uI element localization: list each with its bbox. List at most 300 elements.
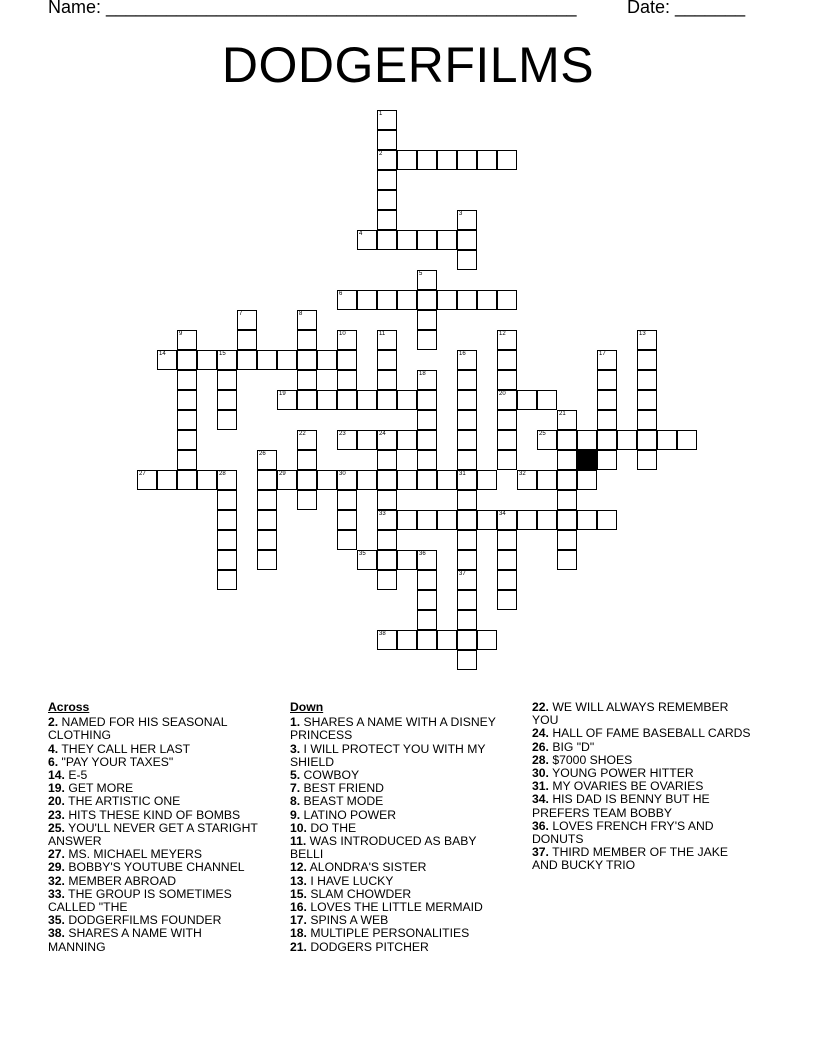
clue-item (48, 888, 258, 914)
grid-cell[interactable] (577, 510, 597, 530)
clue-item (532, 701, 752, 727)
clue-number: 1 (379, 111, 383, 117)
grid-cell[interactable] (377, 110, 397, 130)
grid-cell[interactable] (297, 470, 317, 490)
grid-cell[interactable] (457, 630, 477, 650)
clue-item-number: 4. (48, 741, 59, 756)
grid-cell[interactable] (417, 330, 437, 350)
clue-item-text: THIRD MEMBER OF THE JAKE AND BUCKY TRIO (532, 845, 728, 873)
grid-cell[interactable] (377, 330, 397, 350)
grid-cell[interactable] (477, 630, 497, 650)
clue-item-text: GET MORE (64, 781, 134, 796)
blocked-cell (577, 450, 597, 470)
grid-cell[interactable] (377, 630, 397, 650)
clue-item-number: 20. (48, 794, 65, 809)
across-clue-list (48, 716, 258, 954)
clue-item-text: WE WILL ALWAYS REMEMBER YOU (532, 700, 729, 728)
grid-cell[interactable] (457, 350, 477, 370)
grid-cell[interactable] (397, 390, 417, 410)
grid-cell[interactable] (497, 410, 517, 430)
grid-cell[interactable] (277, 470, 297, 490)
grid-cell[interactable] (377, 170, 397, 190)
grid-cell[interactable] (637, 370, 657, 390)
grid-cell[interactable] (637, 390, 657, 410)
clue-item-text: BEST FRIEND (300, 781, 384, 796)
grid-cell[interactable] (157, 470, 177, 490)
grid-cell[interactable] (177, 410, 197, 430)
grid-cell[interactable] (377, 390, 397, 410)
grid-cell[interactable] (177, 430, 197, 450)
grid-cell[interactable] (417, 410, 437, 430)
grid-cell[interactable] (397, 230, 417, 250)
grid-cell[interactable] (357, 430, 377, 450)
clue-item-text: "PAY YOUR TAXES" (58, 754, 174, 769)
grid-cell[interactable] (557, 430, 577, 450)
grid-cell[interactable] (457, 570, 477, 590)
grid-cell[interactable] (257, 550, 277, 570)
clue-number: 30 (339, 471, 346, 477)
grid-cell[interactable] (477, 290, 497, 310)
grid-cell[interactable] (597, 510, 617, 530)
grid-cell[interactable] (417, 270, 437, 290)
grid-cell[interactable] (637, 330, 657, 350)
grid-cell[interactable] (497, 350, 517, 370)
grid-cell[interactable] (497, 150, 517, 170)
grid-cell[interactable] (597, 430, 617, 450)
grid-cell[interactable] (397, 290, 417, 310)
grid-cell[interactable] (237, 330, 257, 350)
grid-cell[interactable] (537, 510, 557, 530)
grid-cell[interactable] (137, 470, 157, 490)
clue-item-text: SHARES A NAME WITH A DISNEY PRINCESS (290, 715, 496, 743)
grid-cell[interactable] (297, 370, 317, 390)
grid-cell[interactable] (417, 630, 437, 650)
grid-cell[interactable] (557, 410, 577, 430)
grid-cell[interactable] (297, 490, 317, 510)
grid-cell[interactable] (517, 390, 537, 410)
grid-cell[interactable] (417, 470, 437, 490)
clue-number: 38 (379, 631, 386, 637)
grid-cell[interactable] (437, 150, 457, 170)
clue-item-number: 7. (290, 781, 301, 796)
grid-cell[interactable] (337, 530, 357, 550)
grid-cell[interactable] (577, 470, 597, 490)
grid-cell[interactable] (217, 550, 237, 570)
grid-cell[interactable] (517, 470, 537, 490)
clue-item-number: 21. (290, 939, 307, 954)
grid-cell[interactable] (397, 510, 417, 530)
grid-cell[interactable] (457, 390, 477, 410)
clue-item-text: MEMBER ABROAD (64, 873, 177, 888)
grid-cell[interactable] (377, 530, 397, 550)
grid-cell[interactable] (457, 490, 477, 510)
grid-cell[interactable] (497, 430, 517, 450)
grid-cell[interactable] (417, 570, 437, 590)
clue-item-number: 6. (48, 754, 59, 769)
clue-item-text: BIG "D" (548, 739, 595, 754)
grid-cell[interactable] (457, 370, 477, 390)
clue-item-text: I WILL PROTECT YOU WITH MY SHIELD (290, 741, 486, 769)
grid-cell[interactable] (537, 430, 557, 450)
page-title: DODGERFILMS (221, 37, 595, 93)
grid-cell[interactable] (257, 470, 277, 490)
grid-cell[interactable] (297, 350, 317, 370)
grid-cell[interactable] (657, 430, 677, 450)
clue-item (532, 793, 752, 819)
clue-item-text: COWBOY (300, 768, 360, 783)
clue-item (532, 820, 752, 846)
grid-cell[interactable] (357, 470, 377, 490)
grid-cell[interactable] (257, 350, 277, 370)
grid-cell[interactable] (377, 230, 397, 250)
clue-item-text: LATINO POWER (300, 807, 397, 822)
grid-cell[interactable] (337, 330, 357, 350)
grid-cell[interactable] (377, 190, 397, 210)
clue-item-text: MS. MICHAEL MEYERS (64, 847, 202, 862)
grid-cell[interactable] (297, 390, 317, 410)
clue-number: 17 (599, 351, 606, 357)
grid-cell[interactable] (197, 470, 217, 490)
grid-cell[interactable] (497, 570, 517, 590)
clue-item-number: 38. (48, 926, 65, 941)
clue-item-text: THEY CALL HER LAST (58, 741, 191, 756)
clue-item-number: 8. (290, 794, 301, 809)
grid-cell[interactable] (317, 350, 337, 370)
grid-cell[interactable] (317, 390, 337, 410)
grid-cell[interactable] (177, 450, 197, 470)
clue-item-number: 9. (290, 807, 301, 822)
down-clues-continued (532, 701, 752, 873)
grid-cell[interactable] (577, 430, 597, 450)
grid-cell[interactable] (377, 450, 397, 470)
grid-cell[interactable] (437, 630, 457, 650)
clue-number: 3 (459, 211, 463, 217)
grid-cell[interactable] (637, 430, 657, 450)
grid-cell[interactable] (337, 390, 357, 410)
grid-cell[interactable] (217, 370, 237, 390)
grid-cell[interactable] (217, 470, 237, 490)
grid-cell[interactable] (417, 610, 437, 630)
grid-cell[interactable] (357, 230, 377, 250)
grid-cell[interactable] (417, 550, 437, 570)
grid-cell[interactable] (177, 330, 197, 350)
grid-cell[interactable] (377, 430, 397, 450)
grid-cell[interactable] (417, 230, 437, 250)
grid-cell[interactable] (417, 150, 437, 170)
clue-number: 26 (259, 451, 266, 457)
grid-cell[interactable] (517, 510, 537, 530)
grid-cell[interactable] (437, 470, 457, 490)
clue-item (532, 846, 752, 872)
grid-cell[interactable] (617, 430, 637, 450)
clue-number: 37 (459, 571, 466, 577)
grid-cell[interactable] (157, 350, 177, 370)
clue-item-text: HITS THESE KIND OF BOMBS (64, 807, 241, 822)
clue-item-text: HIS DAD IS BENNY BUT HE PREFERS TEAM BOBBY (532, 792, 710, 820)
clue-item-text: LOVES FRENCH FRY'S AND DONUTS (532, 818, 714, 847)
grid-cell[interactable] (257, 450, 277, 470)
grid-cell[interactable] (417, 430, 437, 450)
clue-number: 25 (539, 431, 546, 437)
grid-cell[interactable] (337, 350, 357, 370)
clue-item-number: 27. (48, 847, 65, 862)
grid-cell[interactable] (217, 410, 237, 430)
grid-cell[interactable] (237, 310, 257, 330)
grid-cell[interactable] (457, 530, 477, 550)
grid-cell[interactable] (457, 550, 477, 570)
grid-cell[interactable] (277, 350, 297, 370)
grid-cell[interactable] (177, 390, 197, 410)
clue-number: 31 (459, 471, 466, 477)
grid-cell[interactable] (337, 290, 357, 310)
grid-cell[interactable] (337, 370, 357, 390)
clue-number: 18 (419, 371, 426, 377)
grid-cell[interactable] (417, 310, 437, 330)
grid-cell[interactable] (497, 370, 517, 390)
clue-item-text: WAS INTRODUCED AS BABY BELLI (290, 834, 477, 862)
grid-cell[interactable] (557, 550, 577, 570)
down-clue-list-continued (532, 701, 752, 873)
grid-cell[interactable] (217, 530, 237, 550)
grid-cell[interactable] (297, 310, 317, 330)
clue-number: 21 (559, 411, 566, 417)
grid-cell[interactable] (457, 210, 477, 230)
clue-number: 5 (419, 271, 423, 277)
across-clues (48, 701, 258, 954)
grid-cell[interactable] (497, 390, 517, 410)
grid-cell[interactable] (457, 610, 477, 630)
clue-item-number: 37. (532, 845, 549, 860)
clue-item (290, 743, 510, 769)
grid-cell[interactable] (597, 370, 617, 390)
grid-cell[interactable] (417, 590, 437, 610)
grid-cell[interactable] (257, 530, 277, 550)
clue-item-number: 32. (48, 873, 65, 888)
grid-cell[interactable] (557, 470, 577, 490)
clue-item-number: 18. (290, 926, 307, 941)
grid-cell[interactable] (457, 150, 477, 170)
clue-item-text: NAMED FOR HIS SEASONAL CLOTHING (48, 715, 228, 743)
grid-cell[interactable] (377, 490, 397, 510)
grid-cell[interactable] (217, 390, 237, 410)
clue-number: 8 (299, 311, 303, 317)
clue-item-text: $7000 SHOES (548, 752, 633, 767)
grid-cell[interactable] (497, 330, 517, 350)
clue-item (48, 822, 258, 848)
clue-number: 2 (379, 151, 383, 157)
grid-cell[interactable] (417, 450, 437, 470)
grid-cell[interactable] (177, 470, 197, 490)
grid-cell[interactable] (177, 350, 197, 370)
clue-item-number: 11. (290, 834, 307, 849)
grid-cell[interactable] (357, 390, 377, 410)
grid-cell[interactable] (637, 410, 657, 430)
grid-cell[interactable] (457, 510, 477, 530)
grid-cell[interactable] (457, 590, 477, 610)
grid-cell[interactable] (297, 330, 317, 350)
down-clues (290, 701, 510, 954)
clue-item-number: 28. (532, 752, 549, 767)
clue-item-text: YOU'LL NEVER GET A STARIGHT ANSWER (48, 820, 258, 849)
grid-cell[interactable] (457, 450, 477, 470)
grid-cell[interactable] (497, 450, 517, 470)
clue-item-number: 26. (532, 739, 549, 754)
clue-number: 10 (339, 331, 346, 337)
grid-cell[interactable] (417, 290, 437, 310)
grid-cell[interactable] (337, 490, 357, 510)
grid-cell[interactable] (357, 550, 377, 570)
grid-cell[interactable] (557, 530, 577, 550)
grid-cell[interactable] (417, 390, 437, 410)
clue-number: 24 (379, 431, 386, 437)
grid-cell[interactable] (357, 290, 377, 310)
clue-item-text: SPINS A WEB (306, 913, 389, 928)
clue-item-number: 13. (290, 873, 307, 888)
clue-number: 15 (219, 351, 226, 357)
grid-cell[interactable] (537, 390, 557, 410)
grid-cell[interactable] (597, 390, 617, 410)
clue-number: 16 (459, 351, 466, 357)
grid-cell[interactable] (457, 430, 477, 450)
down-clue-list (290, 716, 510, 954)
grid-cell[interactable] (417, 510, 437, 530)
grid-cell[interactable] (557, 450, 577, 470)
grid-cell[interactable] (637, 450, 657, 470)
grid-cell[interactable] (257, 490, 277, 510)
clue-item-text: BEAST MODE (300, 794, 384, 809)
grid-cell[interactable] (377, 570, 397, 590)
grid-cell[interactable] (457, 230, 477, 250)
grid-cell[interactable] (497, 530, 517, 550)
grid-cell[interactable] (497, 510, 517, 530)
grid-cell[interactable] (377, 150, 397, 170)
grid-cell[interactable] (217, 350, 237, 370)
clue-item-number: 17. (290, 913, 307, 928)
grid-cell[interactable] (217, 510, 237, 530)
grid-cell[interactable] (377, 290, 397, 310)
clue-number: 20 (499, 391, 506, 397)
clue-number: 32 (519, 471, 526, 477)
grid-cell[interactable] (317, 470, 337, 490)
grid-cell[interactable] (397, 470, 417, 490)
clue-item-text: DODGERS PITCHER (306, 939, 429, 954)
grid-cell[interactable] (557, 490, 577, 510)
grid-cell[interactable] (477, 470, 497, 490)
grid-cell[interactable] (597, 350, 617, 370)
clue-number: 23 (339, 431, 346, 437)
clue-item-number: 15. (290, 886, 307, 901)
clue-number: 36 (419, 551, 426, 557)
clue-item-number: 3. (290, 741, 301, 756)
clue-item-text: I HAVE LUCKY (306, 873, 394, 888)
clue-number: 28 (219, 471, 226, 477)
grid-cell[interactable] (437, 230, 457, 250)
grid-cell[interactable] (257, 510, 277, 530)
grid-cell[interactable] (377, 370, 397, 390)
clue-item-text: HALL OF FAME BASEBALL CARDS (548, 726, 751, 741)
clue-number: 13 (639, 331, 646, 337)
clue-number: 34 (499, 511, 506, 517)
grid-cell[interactable] (377, 510, 397, 530)
clue-item-number: 19. (48, 781, 65, 796)
grid-cell[interactable] (457, 470, 477, 490)
clue-item-text: YOUNG POWER HITTER (548, 766, 694, 781)
grid-cell[interactable] (497, 590, 517, 610)
grid-cell[interactable] (397, 430, 417, 450)
clue-item-text: BOBBY'S YOUTUBE CHANNEL (64, 860, 245, 875)
clue-number: 19 (279, 391, 286, 397)
grid-cell[interactable] (457, 250, 477, 270)
clue-number: 14 (159, 351, 166, 357)
grid-cell[interactable] (477, 150, 497, 170)
clue-item (48, 716, 258, 742)
clue-number: 35 (359, 551, 366, 557)
grid-cell[interactable] (377, 210, 397, 230)
clue-item-number: 14. (48, 768, 65, 783)
clue-item (290, 716, 510, 742)
grid-cell[interactable] (477, 510, 497, 530)
grid-cell[interactable] (597, 410, 617, 430)
grid-cell[interactable] (677, 430, 697, 450)
clue-item-text: MULTIPLE PERSONALITIES (306, 926, 470, 941)
clue-number: 9 (179, 331, 183, 337)
grid-cell[interactable] (457, 410, 477, 430)
grid-cell[interactable] (377, 130, 397, 150)
grid-cell[interactable] (557, 510, 577, 530)
grid-cell[interactable] (237, 350, 257, 370)
clue-item-number: 31. (532, 779, 549, 794)
clue-number: 12 (499, 331, 506, 337)
grid-cell[interactable] (377, 470, 397, 490)
grid-cell[interactable] (397, 150, 417, 170)
clue-item-number: 24. (532, 726, 549, 741)
grid-cell[interactable] (337, 510, 357, 530)
grid-cell[interactable] (457, 290, 477, 310)
grid-cell[interactable] (377, 550, 397, 570)
clue-item-text: SLAM CHOWDER (306, 886, 412, 901)
grid-cell[interactable] (297, 450, 317, 470)
grid-cell[interactable] (337, 470, 357, 490)
grid-cell[interactable] (537, 470, 557, 490)
clue-item-number: 12. (290, 860, 307, 875)
grid-cell[interactable] (277, 390, 297, 410)
grid-cell[interactable] (637, 350, 657, 370)
grid-cell[interactable] (437, 290, 457, 310)
grid-cell[interactable] (597, 450, 617, 470)
grid-cell[interactable] (177, 370, 197, 390)
clue-number: 22 (299, 431, 306, 437)
clue-item-text: THE ARTISTIC ONE (64, 794, 181, 809)
clue-item-number: 35. (48, 913, 65, 928)
grid-cell[interactable] (417, 370, 437, 390)
grid-cell[interactable] (217, 490, 237, 510)
grid-cell[interactable] (457, 650, 477, 670)
grid-cell[interactable] (497, 290, 517, 310)
grid-cell[interactable] (337, 430, 357, 450)
grid-cell[interactable] (497, 550, 517, 570)
grid-cell[interactable] (377, 350, 397, 370)
grid-cell[interactable] (397, 630, 417, 650)
date-field-label: Date: _______ (627, 0, 746, 17)
grid-cell[interactable] (217, 570, 237, 590)
grid-cell[interactable] (437, 510, 457, 530)
grid-cell[interactable] (297, 430, 317, 450)
clue-item-number: 22. (532, 700, 549, 714)
clue-item-number: 5. (290, 768, 301, 783)
clue-item-number: 25. (48, 820, 65, 835)
grid-cell[interactable] (397, 550, 417, 570)
grid-cell[interactable] (197, 350, 217, 370)
